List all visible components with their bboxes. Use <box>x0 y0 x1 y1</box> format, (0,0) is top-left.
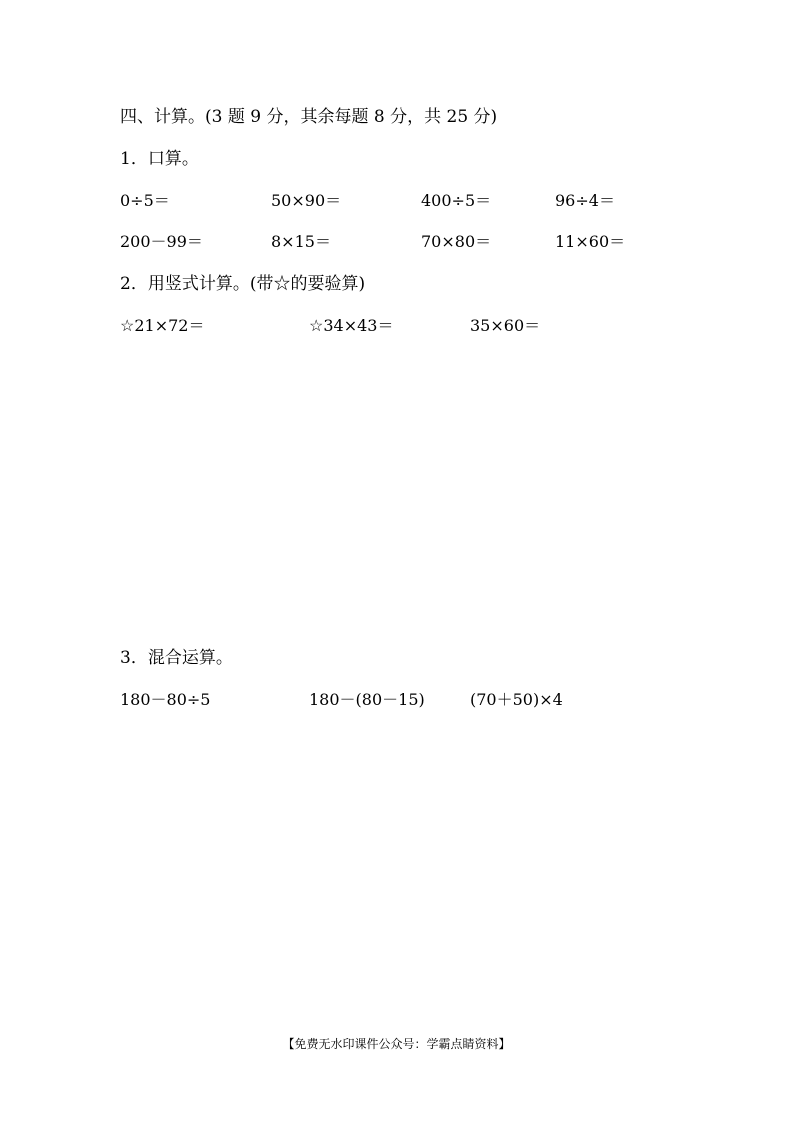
q2-item-1: ☆21×72＝ <box>120 316 205 335</box>
q1-row2-item-1: 200－99＝ <box>120 232 203 251</box>
q2-item-3: 35×60＝ <box>470 316 541 335</box>
q3-title: 3．混合运算。 <box>120 648 233 668</box>
q3-item-1: 180－80÷5 <box>120 690 211 709</box>
q1-row1-item-4: 96÷4＝ <box>555 191 615 210</box>
q3-item-2: 180－(80－15) <box>309 690 425 709</box>
section-heading: 四、计算。(3 题 9 分，其余每题 8 分，共 25 分) <box>120 107 498 127</box>
q1-row2-item-4: 11×60＝ <box>555 232 626 251</box>
q1-row2-item-2: 8×15＝ <box>271 232 331 251</box>
q1-row2-item-3: 70×80＝ <box>421 232 492 251</box>
footer-note: 【免费无水印课件公众号：学霸点睛资料】 <box>282 1037 511 1051</box>
q2-item-2: ☆34×43＝ <box>309 316 394 335</box>
q1-row1-item-3: 400÷5＝ <box>421 191 492 210</box>
q1-row1-item-2: 50×90＝ <box>271 191 342 210</box>
q2-title: 2．用竖式计算。(带☆的要验算) <box>120 274 366 294</box>
q3-item-3: (70＋50)×4 <box>470 690 563 709</box>
q1-row1-item-1: 0÷5＝ <box>120 191 170 210</box>
q1-title: 1．口算。 <box>120 149 199 169</box>
